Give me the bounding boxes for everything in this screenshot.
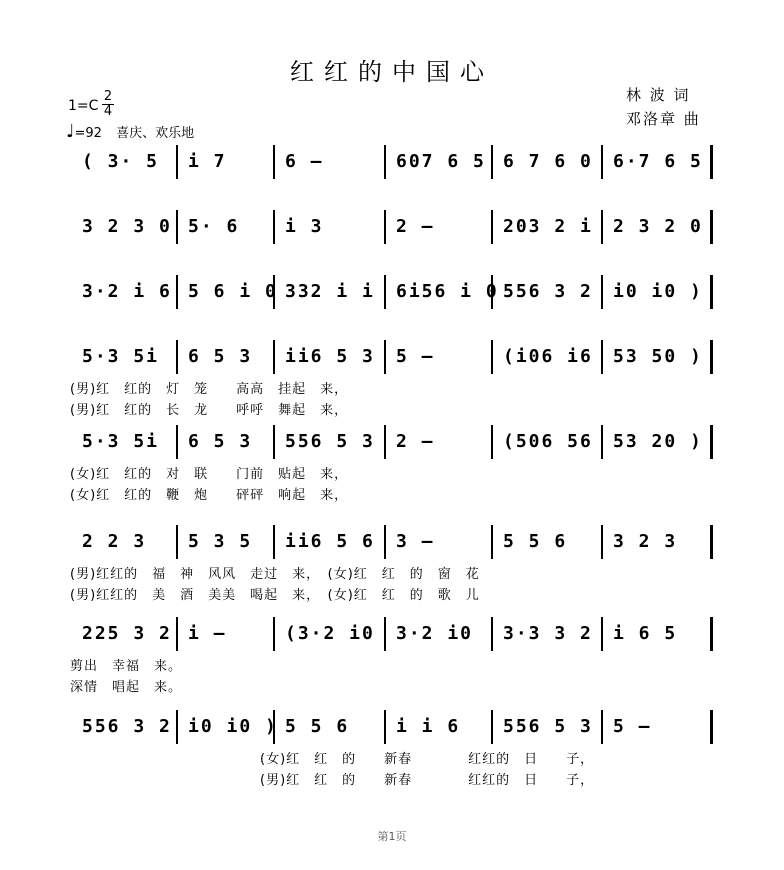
- bar-line: [710, 525, 713, 559]
- measure-notes: (3·2 i0: [285, 623, 375, 644]
- measure-notes: 3·2 i 6: [82, 281, 172, 302]
- bar-line: [384, 145, 386, 179]
- bar-line: [601, 210, 603, 244]
- measure-notes: 6·7 6 5: [613, 151, 703, 172]
- bar-line: [384, 617, 386, 651]
- bar-line: [491, 710, 493, 744]
- bar-line: [273, 145, 275, 179]
- measure-notes: 6i56 i 0: [396, 281, 499, 302]
- bar-line: [273, 617, 275, 651]
- bar-line: [384, 275, 386, 309]
- measure-notes: 332 i i: [285, 281, 375, 302]
- measure-notes: i0 i0 ): [613, 281, 703, 302]
- lyric-line: (男)红 红的 长 龙 呼呼 舞起 来，: [70, 403, 349, 418]
- measure-notes: 5 –: [396, 346, 435, 367]
- bar-line: [384, 710, 386, 744]
- measure-notes: 2 –: [396, 431, 435, 452]
- measure-notes: 5 5 6: [285, 716, 350, 737]
- measure-notes: 2 2 3: [82, 531, 147, 552]
- page-footer: 第1页: [377, 830, 407, 843]
- bar-line: [384, 210, 386, 244]
- bar-line: [273, 210, 275, 244]
- lyric-line: 深情 唱起 来。: [70, 680, 183, 695]
- time-signature: [102, 90, 114, 119]
- lyric-line: (男)红 红 的 新春 红红的 日 子，: [260, 773, 595, 788]
- bar-line: [601, 425, 603, 459]
- lyric-line: (女)红 红 的 新春 红红的 日 子，: [260, 752, 595, 767]
- measure-notes: 3 –: [396, 531, 435, 552]
- tempo-value: =92: [74, 126, 102, 141]
- measure-notes: i 7: [188, 151, 227, 172]
- bar-line: [384, 425, 386, 459]
- measure-notes: 556 5 3: [503, 716, 593, 737]
- measure-notes: ( 3· 5: [82, 151, 160, 172]
- quarter-note-icon: ♩: [66, 121, 75, 142]
- lyricist-credit: 林 波 词: [626, 86, 691, 104]
- measure-notes: 556 3 2: [82, 716, 172, 737]
- time-denominator: 4: [103, 104, 113, 119]
- measure-notes: 3 2 3: [613, 531, 678, 552]
- lyric-line: 剪出 幸福 来。: [70, 659, 183, 674]
- key-signature: 1=C: [68, 98, 99, 114]
- bar-line: [176, 210, 178, 244]
- lyric-line: (女)红 红的 对 联 门前 贴起 来，: [70, 467, 349, 482]
- bar-line: [710, 340, 713, 374]
- bar-line: [491, 617, 493, 651]
- measure-notes: 6 –: [285, 151, 324, 172]
- measure-notes: 2 –: [396, 216, 435, 237]
- bar-line: [273, 340, 275, 374]
- bar-line: [601, 145, 603, 179]
- bar-line: [176, 145, 178, 179]
- bar-line: [491, 425, 493, 459]
- bar-line: [491, 210, 493, 244]
- measure-notes: 5 6 i 0: [188, 281, 278, 302]
- measure-notes: i i 6: [396, 716, 461, 737]
- song-title: 红红的中国心: [290, 58, 494, 86]
- measure-notes: 3·2 i0: [396, 623, 474, 644]
- bar-line: [176, 340, 178, 374]
- measure-notes: 5 3 5: [188, 531, 253, 552]
- bar-line: [273, 525, 275, 559]
- measure-notes: i 6 5: [613, 623, 678, 644]
- bar-line: [176, 525, 178, 559]
- tempo-expression: 喜庆、欢乐地: [116, 126, 195, 141]
- measure-notes: 556 5 3: [285, 431, 375, 452]
- bar-line: [384, 525, 386, 559]
- measure-notes: 6 5 3: [188, 346, 253, 367]
- lyric-line: (男)红红的 美 酒 美美 喝起 来， (女)红 红 的 歌 儿: [70, 588, 480, 603]
- time-numerator: 2: [103, 89, 113, 104]
- measure-notes: (i06 i6: [503, 346, 593, 367]
- measure-notes: 2 3 2 0: [613, 216, 703, 237]
- bar-line: [601, 275, 603, 309]
- bar-line: [273, 425, 275, 459]
- bar-line: [710, 210, 713, 244]
- bar-line: [491, 525, 493, 559]
- bar-line: [491, 340, 493, 374]
- measure-notes: 53 50 ): [613, 346, 703, 367]
- bar-line: [710, 275, 713, 309]
- measure-notes: 3 2 3 0: [82, 216, 172, 237]
- measure-notes: 607 6 5: [396, 151, 486, 172]
- composer-credit: 邓洛章 曲: [626, 110, 701, 128]
- bar-line: [601, 617, 603, 651]
- bar-line: [710, 425, 713, 459]
- bar-line: [710, 617, 713, 651]
- measure-notes: 5· 6: [188, 216, 240, 237]
- bar-line: [176, 275, 178, 309]
- measure-notes: i0 i0 ): [188, 716, 278, 737]
- measure-notes: 3·3 3 2: [503, 623, 593, 644]
- lyric-line: (男)红红的 福 神 风风 走过 来， (女)红 红 的 窗 花: [70, 567, 480, 582]
- measure-notes: 53 20 ): [613, 431, 703, 452]
- measure-notes: 203 2 i: [503, 216, 593, 237]
- bar-line: [176, 617, 178, 651]
- measure-notes: 5·3 5i: [82, 346, 160, 367]
- measure-notes: ii6 5 6: [285, 531, 375, 552]
- bar-line: [710, 710, 713, 744]
- bar-line: [491, 145, 493, 179]
- measure-notes: 5 –: [613, 716, 652, 737]
- measure-notes: i 3: [285, 216, 324, 237]
- bar-line: [601, 710, 603, 744]
- measure-notes: i –: [188, 623, 227, 644]
- measure-notes: 6 5 3: [188, 431, 253, 452]
- bar-line: [384, 340, 386, 374]
- tempo-marking: [66, 121, 194, 142]
- measure-notes: 5 5 6: [503, 531, 568, 552]
- measure-notes: (506 56: [503, 431, 593, 452]
- bar-line: [176, 710, 178, 744]
- measure-notes: 556 3 2: [503, 281, 593, 302]
- bar-line: [710, 145, 713, 179]
- bar-line: [176, 425, 178, 459]
- measure-notes: ii6 5 3: [285, 346, 375, 367]
- lyric-line: (男)红 红的 灯 笼 高高 挂起 来，: [70, 382, 349, 397]
- bar-line: [601, 525, 603, 559]
- bar-line: [601, 340, 603, 374]
- measure-notes: 6 7 6 0: [503, 151, 593, 172]
- lyric-line: (女)红 红的 鞭 炮 砰砰 响起 来，: [70, 488, 349, 503]
- measure-notes: 5·3 5i: [82, 431, 160, 452]
- measure-notes: 225 3 2: [82, 623, 172, 644]
